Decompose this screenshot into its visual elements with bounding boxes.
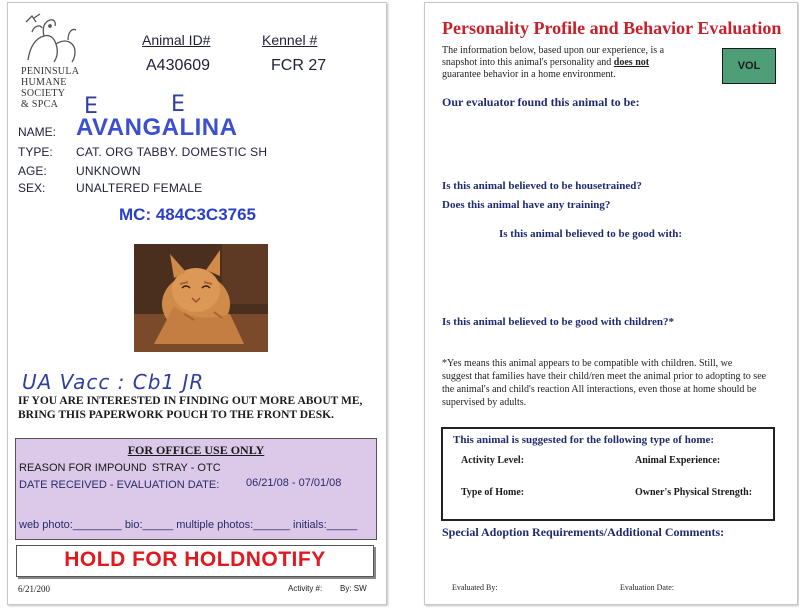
type-label: TYPE: (18, 145, 53, 159)
sex-value: UNALTERED FEMALE (76, 181, 203, 195)
hold-text: HOLD FOR HOLDNOTIFY (64, 548, 326, 571)
org-name-line-1: PENINSULA (21, 66, 80, 77)
evaluator-heading: Our evaluator found this animal to be: (442, 95, 640, 109)
sex-label: SEX: (18, 181, 46, 195)
footnote-line-4: supervised by adults. (442, 397, 527, 408)
evaluated-by-label: Evaluated By: (452, 583, 498, 592)
good-with-question: Is this animal believed to be good with: (499, 228, 683, 240)
activity-level-label: Activity Level: (461, 455, 525, 466)
age-value: UNKNOWN (76, 164, 141, 178)
impound-reason-label: REASON FOR IMPOUND (19, 462, 147, 474)
intro-line-1: The information below, based upon our experience, is a (442, 45, 665, 56)
office-checklist: web photo:________ bio:_____ multiple photos:______ initials:_____ (19, 519, 358, 531)
microchip-number: MC: 484C3C3765 (119, 205, 257, 224)
owner-strength-label: Owner's Physical Strength: (635, 487, 753, 498)
handwritten-notes: UA Vacc : Cb1 JR (22, 370, 205, 394)
shelter-animals-logo-icon (20, 10, 82, 68)
kennel-value: FCR 27 (271, 57, 327, 74)
footnote-line-1: *Yes means this animal appears to be compatible with children. Still, we (442, 358, 733, 369)
org-name-line-4: & SPCA (21, 99, 59, 110)
name-correction-mark-1: E (84, 94, 98, 119)
cat-photo (134, 244, 268, 352)
cat-photo-icon (134, 244, 268, 352)
org-name-line-2: HUMANE (21, 77, 67, 88)
footnote-line-3: the animal's and child's reaction All interactions, even those at home should be (442, 384, 757, 395)
office-use-title: FOR OFFICE USE ONLY (127, 443, 265, 457)
intro-emphasis: does not (613, 57, 650, 68)
name-label: NAME: (18, 125, 57, 139)
good-with-children-question: Is this animal believed to be good with children?* (442, 316, 675, 328)
training-question: Does this animal have any training? (442, 199, 611, 211)
evaluation-title: Personality Profile and Behavior Evaluation (442, 18, 782, 38)
volunteer-badge: VOL (722, 48, 776, 84)
evaluation-date-label: Evaluation Date: (620, 583, 674, 592)
animal-id-value: A430609 (146, 57, 211, 74)
housetrained-question: Is this animal believed to be housetrained? (442, 180, 642, 192)
animal-experience-label: Animal Experience: (635, 455, 721, 466)
date-received-value: 06/21/08 - 07/01/08 (246, 477, 342, 489)
home-box-title: This animal is suggested for the following type of home: (453, 434, 715, 446)
office-use-box (15, 438, 377, 540)
interest-line-1: IF YOU ARE INTERESTED IN FINDING OUT MORE ABOUT ME, (18, 395, 363, 407)
intro-line-2: snapshot into this animal's personality and does not (442, 57, 650, 68)
impound-reason-value: STRAY - OTC (152, 462, 221, 474)
footer-date: 6/21/200 (18, 584, 51, 594)
animal-id-label: Animal ID# (142, 32, 211, 48)
age-label: AGE: (18, 164, 47, 178)
name-correction-mark-2: E (171, 92, 185, 117)
interest-line-2: BRING THIS PAPERWORK POUCH TO THE FRONT DESK. (18, 409, 334, 421)
home-type-box (441, 427, 775, 521)
date-received-label: DATE RECEIVED - EVALUATION DATE: (19, 479, 220, 491)
animal-name: AVANGALINA (76, 114, 238, 141)
footnote-line-2: suggest that families have their child/ren meet the animal prior to adopting to see (442, 371, 767, 382)
home-type-label: Type of Home: (461, 487, 525, 498)
intro-line-3: guarantee behavior in a home environment. (442, 69, 616, 80)
special-requirements-heading: Special Adoption Requirements/Additional Comments: (442, 525, 725, 539)
footer-activity: Activity #: (288, 584, 323, 593)
hold-banner (16, 545, 374, 577)
footer-by: By: SW (340, 584, 367, 593)
kennel-label: Kennel # (262, 32, 318, 48)
org-name-line-3: SOCIETY (21, 88, 66, 99)
type-value: CAT. ORG TABBY. DOMESTIC SH (76, 145, 268, 159)
